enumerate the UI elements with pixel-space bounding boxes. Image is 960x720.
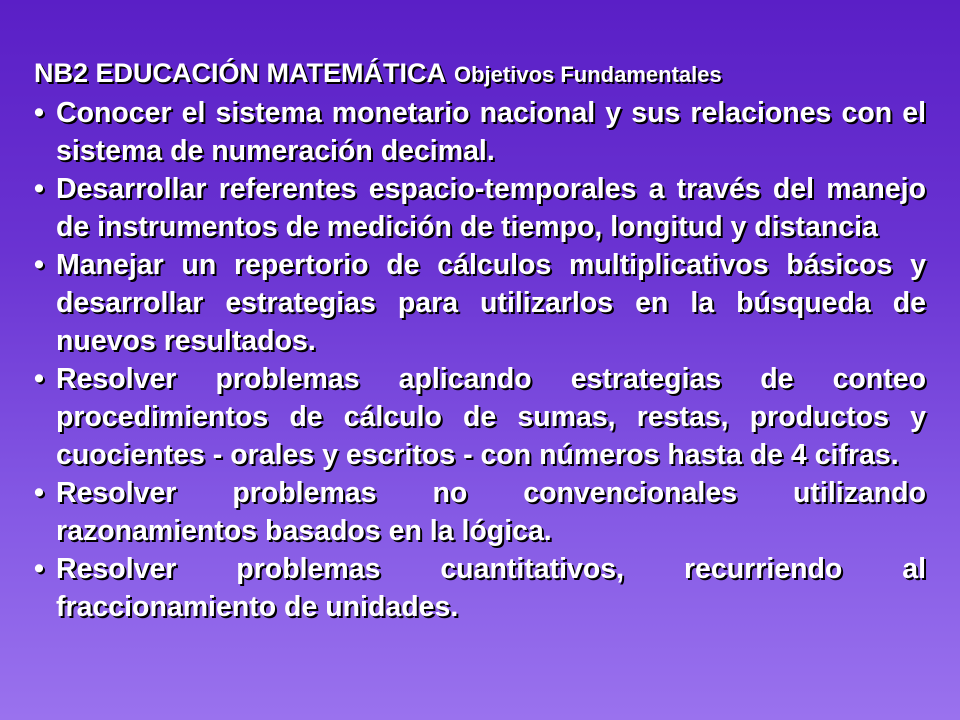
title-text: NB2 EDUCACIÓN MATEMÁTICA <box>34 58 446 88</box>
objective-text: Manejar un repertorio de cálculos multiplicativos básicos y desarrollar estrategias para utilizarlos en la búsqueda de nuevos resultados. <box>56 249 926 357</box>
objective-text: Resolver problemas cuantitativos, recurriendo al fraccionamiento de unidades. <box>56 553 926 623</box>
slide-title <box>34 56 926 92</box>
bullet-icon: • <box>34 249 44 281</box>
slide <box>34 56 926 626</box>
bullet-icon: • <box>34 477 44 509</box>
objective-text: Conocer el sistema monetario nacional y sus relaciones con el sistema de numeración decimal. <box>56 97 926 167</box>
subtitle-text: Objetivos Fundamentales <box>454 62 722 87</box>
objective-item <box>34 94 926 170</box>
objective-item <box>34 170 926 246</box>
objective-item <box>34 474 926 550</box>
objective-item <box>34 550 926 626</box>
objectives-list <box>34 94 926 626</box>
bullet-icon: • <box>34 363 44 395</box>
bullet-icon: • <box>34 553 44 585</box>
objective-text: Resolver problemas no convencionales utilizando razonamientos basados en la lógica. <box>56 477 926 547</box>
bullet-icon: • <box>34 97 44 129</box>
objective-item <box>34 246 926 360</box>
objective-text: Resolver problemas aplicando estrategias de conteo procedimientos de cálculo de sumas, restas, productos y cuocientes - orales y escritos - con números hasta de 4 cifras. <box>56 363 926 471</box>
objective-text: Desarrollar referentes espacio-temporales a través del manejo de instrumentos de medición de tiempo, longitud y distancia <box>56 173 926 243</box>
objective-item <box>34 360 926 474</box>
bullet-icon: • <box>34 173 44 205</box>
